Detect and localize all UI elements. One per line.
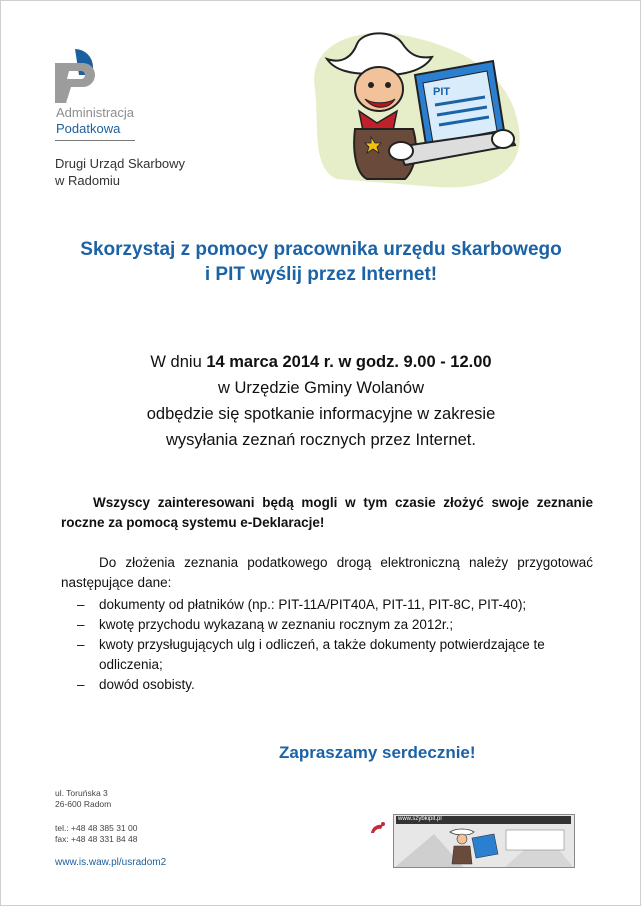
event-date-prefix: W dniu [150, 353, 207, 371]
list-item-text: dokumenty od płatników (np.: PIT-11A/PIT40A, PIT-11, PIT-8C, PIT-40); [99, 597, 527, 612]
list-item-text: kwotę przychodu wykazaną w zeznaniu rocznym za 2012r.; [99, 617, 454, 632]
list-marker: – [77, 637, 85, 652]
list-item [61, 635, 593, 675]
footer-address [55, 788, 111, 810]
invitation: Zapraszamy serdecznie! [279, 743, 476, 762]
logo-line-1: Administracja [56, 105, 135, 120]
footer-website: www.is.waw.pl/usradom2 [55, 857, 167, 868]
list-item-text: dowód osobisty. [99, 677, 195, 692]
headline [31, 237, 611, 287]
footer-fax: fax: +48 48 331 84 48 [55, 834, 138, 844]
logo-wordmark [56, 105, 134, 137]
cowboy-laptop-illustration [297, 19, 527, 191]
intro-paragraph: Wszyscy zainteresowani będą mogli w tym czasie złożyć swoje zeznanie roczne za pomocą systemu e-Deklaracje! [61, 495, 593, 530]
event-line-3: odbędzie się spotkanie informacyjne w zakresie [146, 405, 496, 423]
headline-line-2: i PIT wyślij przez Internet! [204, 264, 438, 285]
list-item-text: kwoty przysługujących ulg i odliczeń, a także dokumenty potwierdzające te odliczenia; [99, 637, 545, 672]
footer-contact [55, 823, 137, 845]
footer-city: 26-600 Radom [55, 799, 112, 809]
office-line-2: w Radomiu [55, 173, 121, 188]
banner-cowboy-illustration [394, 824, 574, 868]
list-item [61, 615, 593, 635]
event-line-4: wysyłania zeznań rocznych przez Internet. [166, 431, 476, 449]
szybkipit-banner [393, 814, 575, 868]
list-marker: – [77, 597, 85, 612]
logo-line-2: Podatkowa [56, 121, 121, 136]
footer-tel: tel.: +48 48 385 31 00 [55, 823, 138, 833]
office-name [55, 155, 185, 189]
list-item [61, 675, 593, 695]
event-place: w Urzędzie Gminy Wolanów [217, 379, 424, 397]
small-emblem-icon [369, 821, 387, 835]
list-marker: – [77, 617, 85, 632]
event-date: 14 marca 2014 r. w godz. 9.00 - 12.00 [206, 353, 492, 371]
required-documents-list [61, 595, 593, 695]
logo-divider [55, 140, 135, 141]
footer-street: ul. Toruńska 3 [55, 788, 108, 798]
banner-url: www.szybkipit.pl [398, 816, 442, 822]
event-details [61, 349, 581, 453]
list-marker: – [77, 677, 85, 692]
office-line-1: Drugi Urząd Skarbowy [55, 156, 186, 171]
preparation-paragraph: Do złożenia zeznania podatkowego drogą elektroniczną należy przygotować następujące dane: [61, 555, 593, 590]
headline-line-1: Skorzystaj z pomocy pracownika urzędu skarbowego [80, 239, 562, 260]
list-item [61, 595, 593, 615]
event-date-line [61, 349, 581, 375]
administracja-podatkowa-logo [53, 47, 113, 105]
laptop-screen-label: PIT [433, 86, 451, 98]
